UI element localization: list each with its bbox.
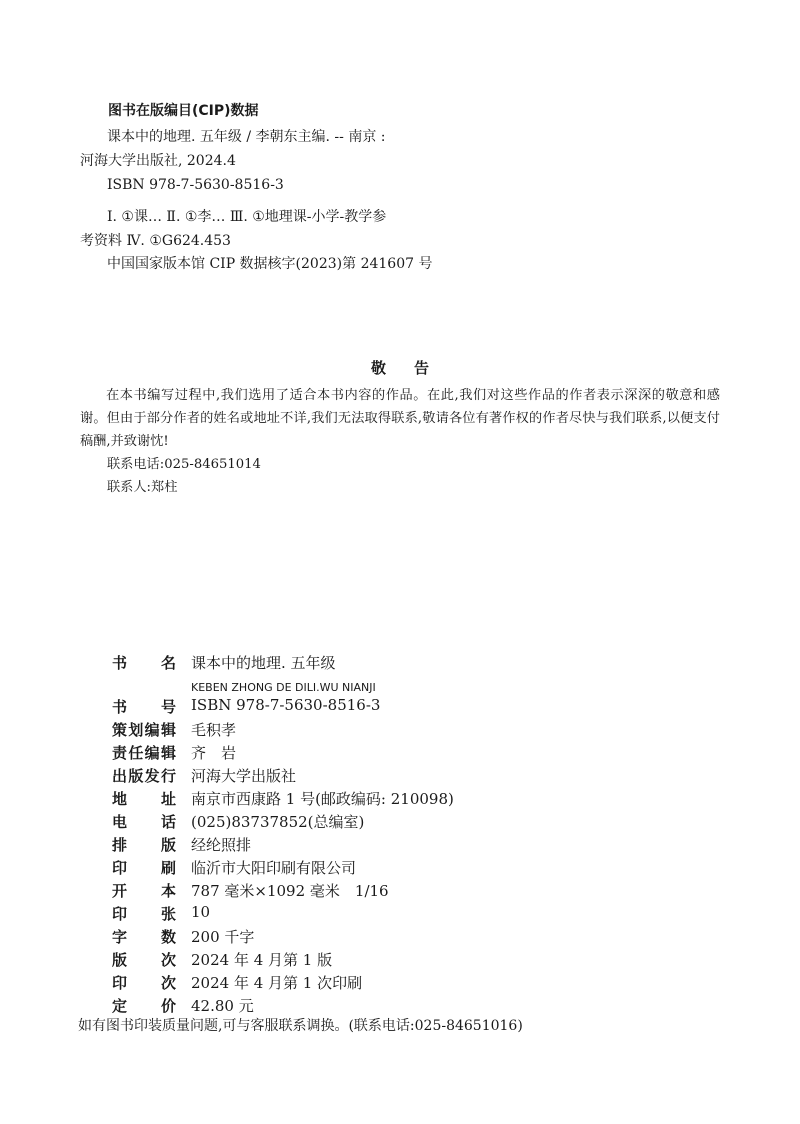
publication-value: 课本中的地理. 五年级 — [191, 654, 336, 672]
publication-label-char: 辑 — [160, 721, 176, 739]
publication-label-char: 行 — [160, 767, 176, 785]
publication-label-char: 张 — [160, 905, 176, 923]
publication-label-char: 责 — [112, 744, 128, 762]
publication-label-char: 印 — [112, 859, 128, 877]
publication-label-char: 地 — [112, 790, 128, 808]
publication-label-char: 本 — [160, 882, 176, 900]
publication-label-char: 排 — [112, 836, 128, 854]
publication-value: 毛积孝 — [191, 721, 237, 739]
publication-label-char: 定 — [112, 997, 128, 1015]
publication-label — [112, 949, 176, 970]
publication-label-char: 印 — [112, 905, 128, 923]
publication-label-char: 书 — [112, 698, 128, 716]
publication-label-char: 版 — [128, 767, 144, 785]
notice-title: 敬告 — [370, 359, 457, 377]
publication-value: 临沂市大阳印刷有限公司 — [191, 859, 357, 877]
publication-label — [112, 811, 176, 832]
publication-label — [112, 696, 176, 717]
publication-label — [112, 880, 176, 901]
publication-value: 200 千字 — [191, 928, 255, 946]
publication-label-char: 电 — [112, 813, 128, 831]
publication-label — [112, 652, 176, 673]
publication-label-char: 版 — [112, 951, 128, 969]
publication-label-char: 次 — [160, 974, 176, 992]
publication-label — [112, 788, 176, 809]
publication-label-char: 开 — [112, 882, 128, 900]
publication-label-char: 出 — [112, 767, 128, 785]
publication-label-char: 号 — [160, 698, 176, 716]
publication-value: 42.80 元 — [191, 997, 254, 1015]
publication-value: (025)83737852(总编室) — [191, 813, 365, 831]
publication-label-char: 版 — [160, 836, 176, 854]
cip-line: ISBN 978-7-5630-8516-3 — [107, 177, 284, 193]
publication-label-char: 次 — [160, 951, 176, 969]
notice-contact: 联系人:郑柱 — [107, 480, 178, 495]
publication-value: 河海大学出版社 — [191, 767, 297, 785]
publication-label-char: 址 — [160, 790, 176, 808]
publication-label-char: 任 — [128, 744, 144, 762]
cip-heading: 图书在版编目(CIP)数据 — [108, 103, 259, 119]
book-title-pinyin: KEBEN ZHONG DE DILI.WU NIANJI — [191, 681, 376, 694]
publication-label — [112, 972, 176, 993]
publication-label — [112, 742, 176, 763]
publication-value: 10 — [191, 903, 211, 921]
publication-label-char: 划 — [128, 721, 144, 739]
publication-label-char: 刷 — [160, 859, 176, 877]
publication-label-char: 名 — [160, 654, 176, 672]
publication-label-char: 话 — [160, 813, 176, 831]
publication-label-char: 编 — [144, 744, 160, 762]
publication-label — [112, 995, 176, 1016]
publication-value: 787 毫米×1092 毫米 1/16 — [191, 882, 389, 900]
publication-label-char: 编 — [144, 721, 160, 739]
publication-label-char: 印 — [112, 974, 128, 992]
cip-line: 课本中的地理. 五年级 / 李朝东主编. -- 南京 : — [107, 129, 386, 145]
publication-label-char: 数 — [160, 928, 176, 946]
publication-label — [112, 903, 176, 924]
publication-label — [112, 926, 176, 947]
publication-label — [112, 765, 176, 786]
publication-label — [112, 719, 176, 740]
notice-phone: 联系电话:025-84651014 — [107, 457, 261, 472]
publication-value: 2024 年 4 月第 1 版 — [191, 951, 333, 969]
publication-value: 南京市西康路 1 号(邮政编码: 210098) — [191, 790, 454, 808]
publication-value: 经纶照排 — [191, 836, 252, 854]
publication-label-char: 价 — [160, 997, 176, 1015]
publication-label — [112, 834, 176, 855]
notice-body: 在本书编写过程中,我们选用了适合本书内容的作品。在此,我们对这些作品的作者表示深深的敬意和感谢。但由于部分作者的姓名或地址不详,我们无法取得联系,敬请各位有著作权的作者尽快与我们联系,以便支付稿酬,并致谢忱! — [80, 388, 720, 449]
publication-value: 2024 年 4 月第 1 次印刷 — [191, 974, 363, 992]
publication-label-char: 发 — [144, 767, 160, 785]
publication-label-char: 字 — [112, 928, 128, 946]
publication-label-char: 策 — [112, 721, 128, 739]
cip-line: 河海大学出版社, 2024.4 — [80, 153, 236, 169]
publication-label — [112, 857, 176, 878]
publication-value: 齐 岩 — [191, 744, 237, 762]
publication-label-char: 书 — [112, 654, 128, 672]
footer-note: 如有图书印装质量问题,可与客服联系调换。(联系电话:025-84651016) — [78, 1018, 523, 1034]
cip-line: Ⅰ. ①课… Ⅱ. ①李… Ⅲ. ①地理课-小学-教学参 — [107, 209, 387, 225]
cip-line: 中国国家版本馆 CIP 数据核字(2023)第 241607 号 — [107, 256, 433, 272]
publication-label-char: 辑 — [160, 744, 176, 762]
cip-line: 考资料 Ⅳ. ①G624.453 — [80, 233, 231, 249]
publication-value: ISBN 978-7-5630-8516-3 — [191, 696, 381, 714]
